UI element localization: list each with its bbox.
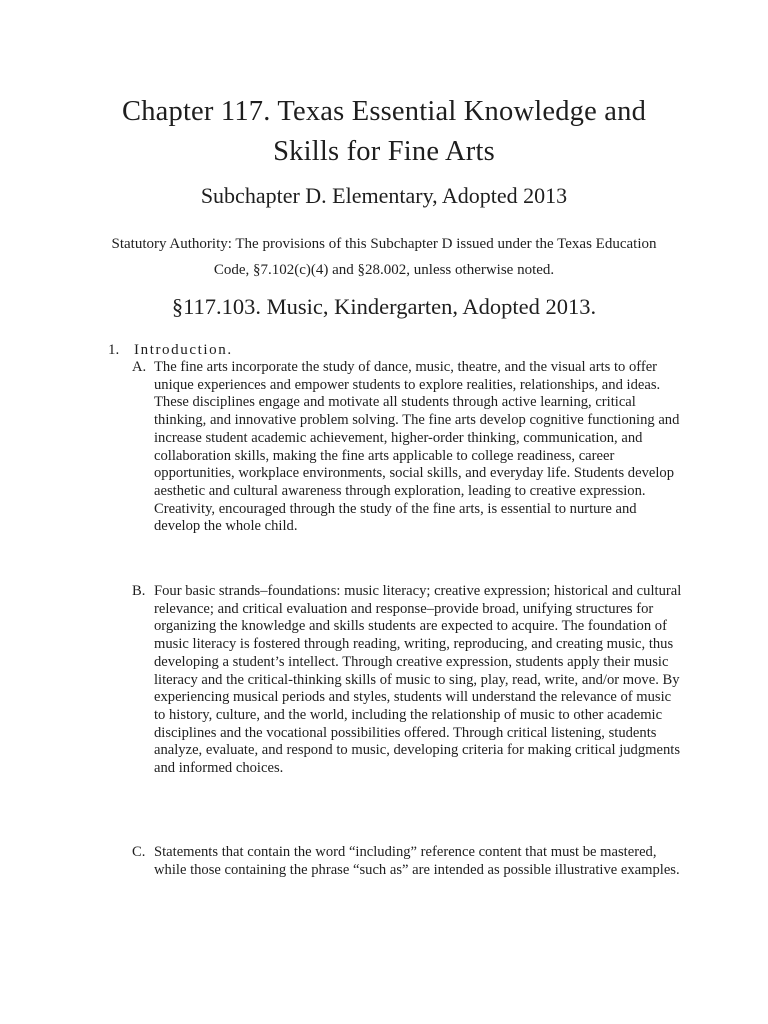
list-item-letter: A.: [132, 359, 147, 375]
subchapter-title: Subchapter D. Elementary, Adopted 2013: [200, 183, 568, 208]
list-item-b: [132, 583, 684, 778]
list-item-text: The fine arts incorporate the study of dance, music, theatre, and the visual arts to offer unique experiences and empower students to explore realities, relationships, and ideas. These disciplines engage and motivate all students through active learning, critical thinking, and innovative problem solving. The fine arts develop cognitive functioning and increase student academic achievement, higher-order thinking, communication, and collaboration skills, making the fine arts applicable to college readiness, career opportunities, workplace environments, social skills, and everyday life. Students develop aesthetic and cultural awareness through exploration, leading to creative expression. Creativity, encouraged through the study of the fine arts, is essential to nurture and develop the whole child.: [154, 359, 680, 535]
list-item-text: Statements that contain the word “including” reference content that must be mastered, while those containing the phrase “such as” are intended as possible illustrative examples.: [154, 844, 680, 878]
statutory-authority: Statutory Authority: The provisions of this Subchapter D issued under the Texas Education Code, §7.102(c)(4) and §28.002, unless otherwise noted.: [111, 236, 657, 278]
list-item-a: [132, 359, 684, 536]
introduction-label: Introduction.: [134, 342, 233, 358]
introduction-heading: [108, 340, 233, 360]
list-item-text: Four basic strands–foundations: music literacy; creative expression; historical and cultural relevance; and critical evaluation and response–provide broad, unifying structures for organizing the knowledge and skills students are expected to acquire. The foundation of music literacy is fostered through reading, writing, reproducing, and creating music, thus developing a student’s intellect. Through creative expression, students apply their music literacy and the critical-thinking skills of music to sing, play, read, write, and/or move. By experiencing musical periods and styles, students will understand the relevance of music to history, culture, and the world, including the relationship of music to other academic disciplines and the vocational possibilities offered. Through critical listening, students analyze, evaluate, and respond to music, developing criteria for making critical judgments and informed choices.: [154, 583, 682, 777]
introduction-number: 1.: [108, 342, 120, 358]
list-item-c: [132, 844, 684, 879]
list-item-letter: C.: [132, 844, 146, 860]
chapter-title: Chapter 117. Texas Essential Knowledge and Skills for Fine Arts: [121, 96, 647, 167]
list-item-letter: B.: [132, 583, 146, 599]
section-heading: §117.103. Music, Kindergarten, Adopted 2013.: [171, 294, 597, 319]
